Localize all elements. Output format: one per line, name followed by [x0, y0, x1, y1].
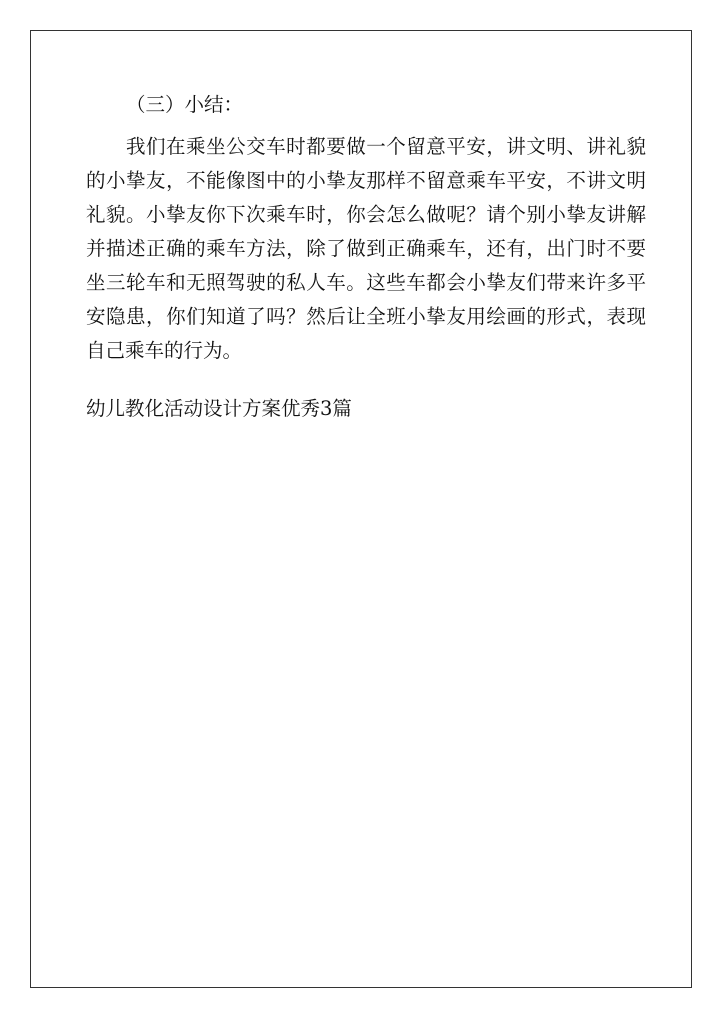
paragraph-line: 安隐患，你们知道了吗？然后让全班小挚友用绘画的形式，表现: [86, 305, 646, 328]
section-heading: （三）小结：: [126, 93, 244, 116]
paragraph-line: 的小挚友，不能像图中的小挚友那样不留意乘车平安，不讲文明: [86, 169, 646, 192]
paragraph-line: 坐三轮车和无照驾驶的私人车。这些车都会小挚友们带来许多平: [86, 271, 646, 294]
paragraph-line: 并描述正确的乘车方法，除了做到正确乘车，还有，出门时不要: [86, 237, 646, 260]
paragraph-line: 自己乘车的行为。: [86, 339, 243, 362]
summary-paragraph: [86, 130, 646, 368]
paragraph-line: 礼貌。小挚友你下次乘车时，你会怎么做呢？请个别小挚友讲解: [86, 203, 646, 226]
document-title: 幼儿教化活动设计方案优秀3篇: [86, 397, 352, 420]
document-content: [86, 88, 646, 368]
paragraph-line: 我们在乘坐公交车时都要做一个留意平安，讲文明、讲礼貌: [126, 135, 646, 158]
